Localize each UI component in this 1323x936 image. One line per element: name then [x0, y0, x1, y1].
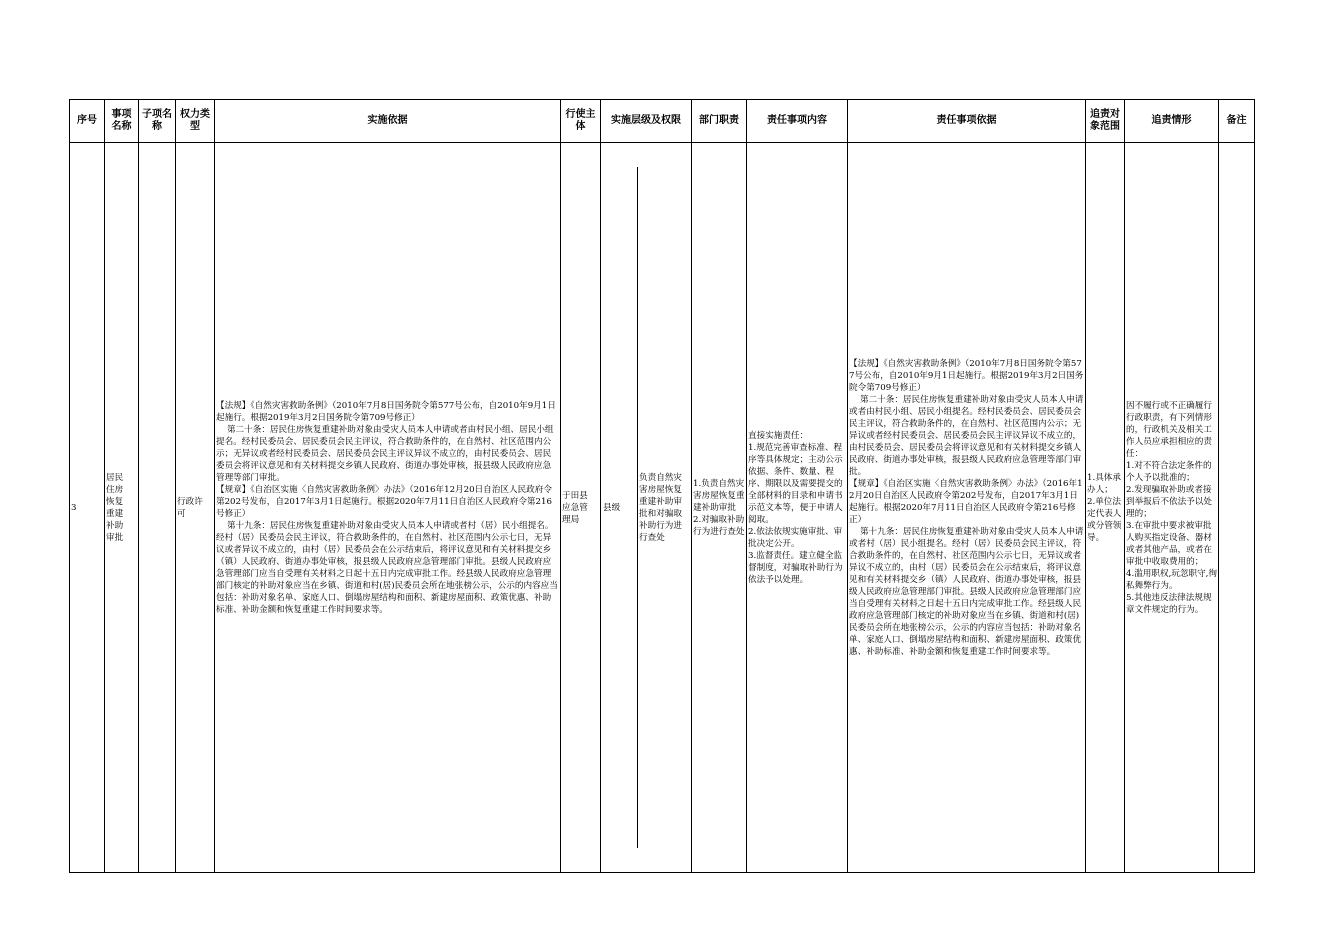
- level-value: 县级: [603, 502, 621, 513]
- header-level: 实施层级及权限: [601, 100, 692, 143]
- level-duty-text: 负责自然灾害房屋恢复重建补助审批和对骗取补助行为进行查处: [637, 167, 691, 848]
- cell-item-name: 居民 住房 恢复 重建 补助 审批: [105, 143, 139, 873]
- cell-power-type: 行政许 可: [176, 143, 215, 873]
- header-resp-content: 责任事项内容: [747, 100, 848, 143]
- cell-level: [601, 143, 692, 873]
- header-row: [70, 100, 1255, 143]
- cell-situation: 因不履行或不正确履行行政职责，有下列情形的，行政机关及相关工作人员应承担相应的责任： 1.对不符合法定条件的个人予以批准的； 2.发现骗取补助或者接到举报后不依法予以处理的； 3.在审批中要求被审批人购买指定设备、器材或者其他产品，或者在审批中收取费用的； 4.滥用职权,玩忽职守,徇私舞弊行为。 5.其他违反法律法规规章文件规定的行为。: [1125, 143, 1219, 873]
- header-power-type: 权力类 型: [176, 100, 215, 143]
- header-subject: 行使主 体: [561, 100, 601, 143]
- responsibility-table: [69, 99, 1255, 873]
- header-seq: 序号: [70, 100, 105, 143]
- cell-subject: 于田县 应急管 理局: [561, 143, 601, 873]
- cell-basis: 【法规】《自然灾害救助条例》（2010年7月8日国务院令第577号公布，自2010年9月1日起施行。根据2019年3月2日国务院令第709号修正） 第二十条：居民住房恢复重建补助对象由受灾人员本人申请或者由村民小组、居民小组提名。经村民委员会、居民委员会民主评议，符合救助条件的，在自然村、社区范围内公示；无异议或者经村民委员会、居民委员会民主评议异议不成立的，由村民委员会、居民委员会将评议意见和有关材料提交乡镇人民政府、街道办事处审核，报县级人民政府应急管理等部门审批。 【规章】《自治区实施〈自然灾害救助条例〉办法》（2016年12月20日自治区人民政府令第202号发布，自2017年3月1日起施行。根据2020年7月11日自治区人民政府令第216号修正） 第十九条：居民住房恢复重建补助对象由受灾人员本人申请或者村（居）民小组提名。经村（居）民委员会民主评议，符合救助条件的，在自然村、社区范围内公示七日，无异议或者异议不成立的，由村（居）民委员会在公示结束后，将评议意见和有关材料提交乡（镇）人民政府、街道办事处审核，报县级人民政府应急管理部门审批。县级人民政府应急管理部门应当自受理有关材料之日起十五日内完成审批工作。经县级人民政府应急管理部门核定的补助对象应当在乡镇、街道和村(居)民委员会所在地张榜公示，公示的内容应当包括：补助对象名单、家庭人口、倒塌房屋结构和面积、新建房屋面积、政策优惠、补助标准、补助金额和恢复重建工作时间要求等。: [215, 143, 561, 873]
- header-remark: 备注: [1219, 100, 1255, 143]
- header-basis: 实施依据: [215, 100, 561, 143]
- cell-seq: 3: [70, 143, 105, 873]
- header-item-name: 事项 名称: [105, 100, 139, 143]
- cell-remark: [1219, 143, 1255, 873]
- header-resp-basis: 责任事项依据: [848, 100, 1086, 143]
- table-row: [70, 143, 1255, 873]
- header-situation: 追责情形: [1125, 100, 1219, 143]
- cell-sub-item: [139, 143, 176, 873]
- cell-scope: 1.具体承办人； 2.单位法定代表人或分管领导。: [1086, 143, 1125, 873]
- cell-duty: 1.负责自然灾害房屋恢复重建补助审批 2.对骗取补助行为进行查处: [692, 143, 747, 873]
- cell-resp-content: 直接实施责任： 1.规范完善审查标准、程序等具体规定；主动公示依据、条件、数量、程序、期限以及需要提交的全部材料的目录和申请书示范文本等，便于申请人阅取。 2.依法依规实施审批、审批决定公开。 3.监督责任。建立健全监督制度，对骗取补助行为依法予以处理。: [747, 143, 848, 873]
- cell-resp-basis: 【法规】《自然灾害救助条例》（2010年7月8日国务院令第577号公布，自2010年9月1日起施行。根据2019年3月2日国务院令第709号修正） 第二十条：居民住房恢复重建补助对象由受灾人员本人申请或者由村民小组、居民小组提名。经村民委员会、居民委员会民主评议，符合救助条件的，在自然村、社区范围内公示；无异议或者经村民委员会、居民委员会民主评议异议不成立的，由村民委员会、居民委员会将评议意见和有关材料提交乡镇人民政府、街道办事处审核，报县级人民政府应急管理等部门审批。 【规章】《自治区实施〈自然灾害救助条例〉办法》（2016年12月20日自治区人民政府令第202号发布，自2017年3月1日起施行。根据2020年7月11日自治区人民政府令第216号修正） 第十九条：居民住房恢复重建补助对象由受灾人员本人申请或者村（居）民小组提名。经村（居）民委员会民主评议，符合救助条件的，在自然村、社区范围内公示七日，无异议或者异议不成立的，由村（居）民委员会在公示结束后，将评议意见和有关材料提交乡（镇）人民政府、街道办事处审核，报县级人民政府应急管理部门审批。县级人民政府应急管理部门应当自受理有关材料之日起十五日内完成审批工作。经县级人民政府应急管理部门核定的补助对象应当在乡镇、街道和村(居)民委员会所在地张榜公示，公示的内容应当包括：补助对象名单、家庭人口、倒塌房屋结构和面积、新建房屋面积、政策优惠、补助标准、补助金额和恢复重建工作时间要求等。: [848, 143, 1086, 873]
- header-duty: 部门职责: [692, 100, 747, 143]
- header-sub-item: 子项名 称: [139, 100, 176, 143]
- header-scope: 追责对 象范围: [1086, 100, 1125, 143]
